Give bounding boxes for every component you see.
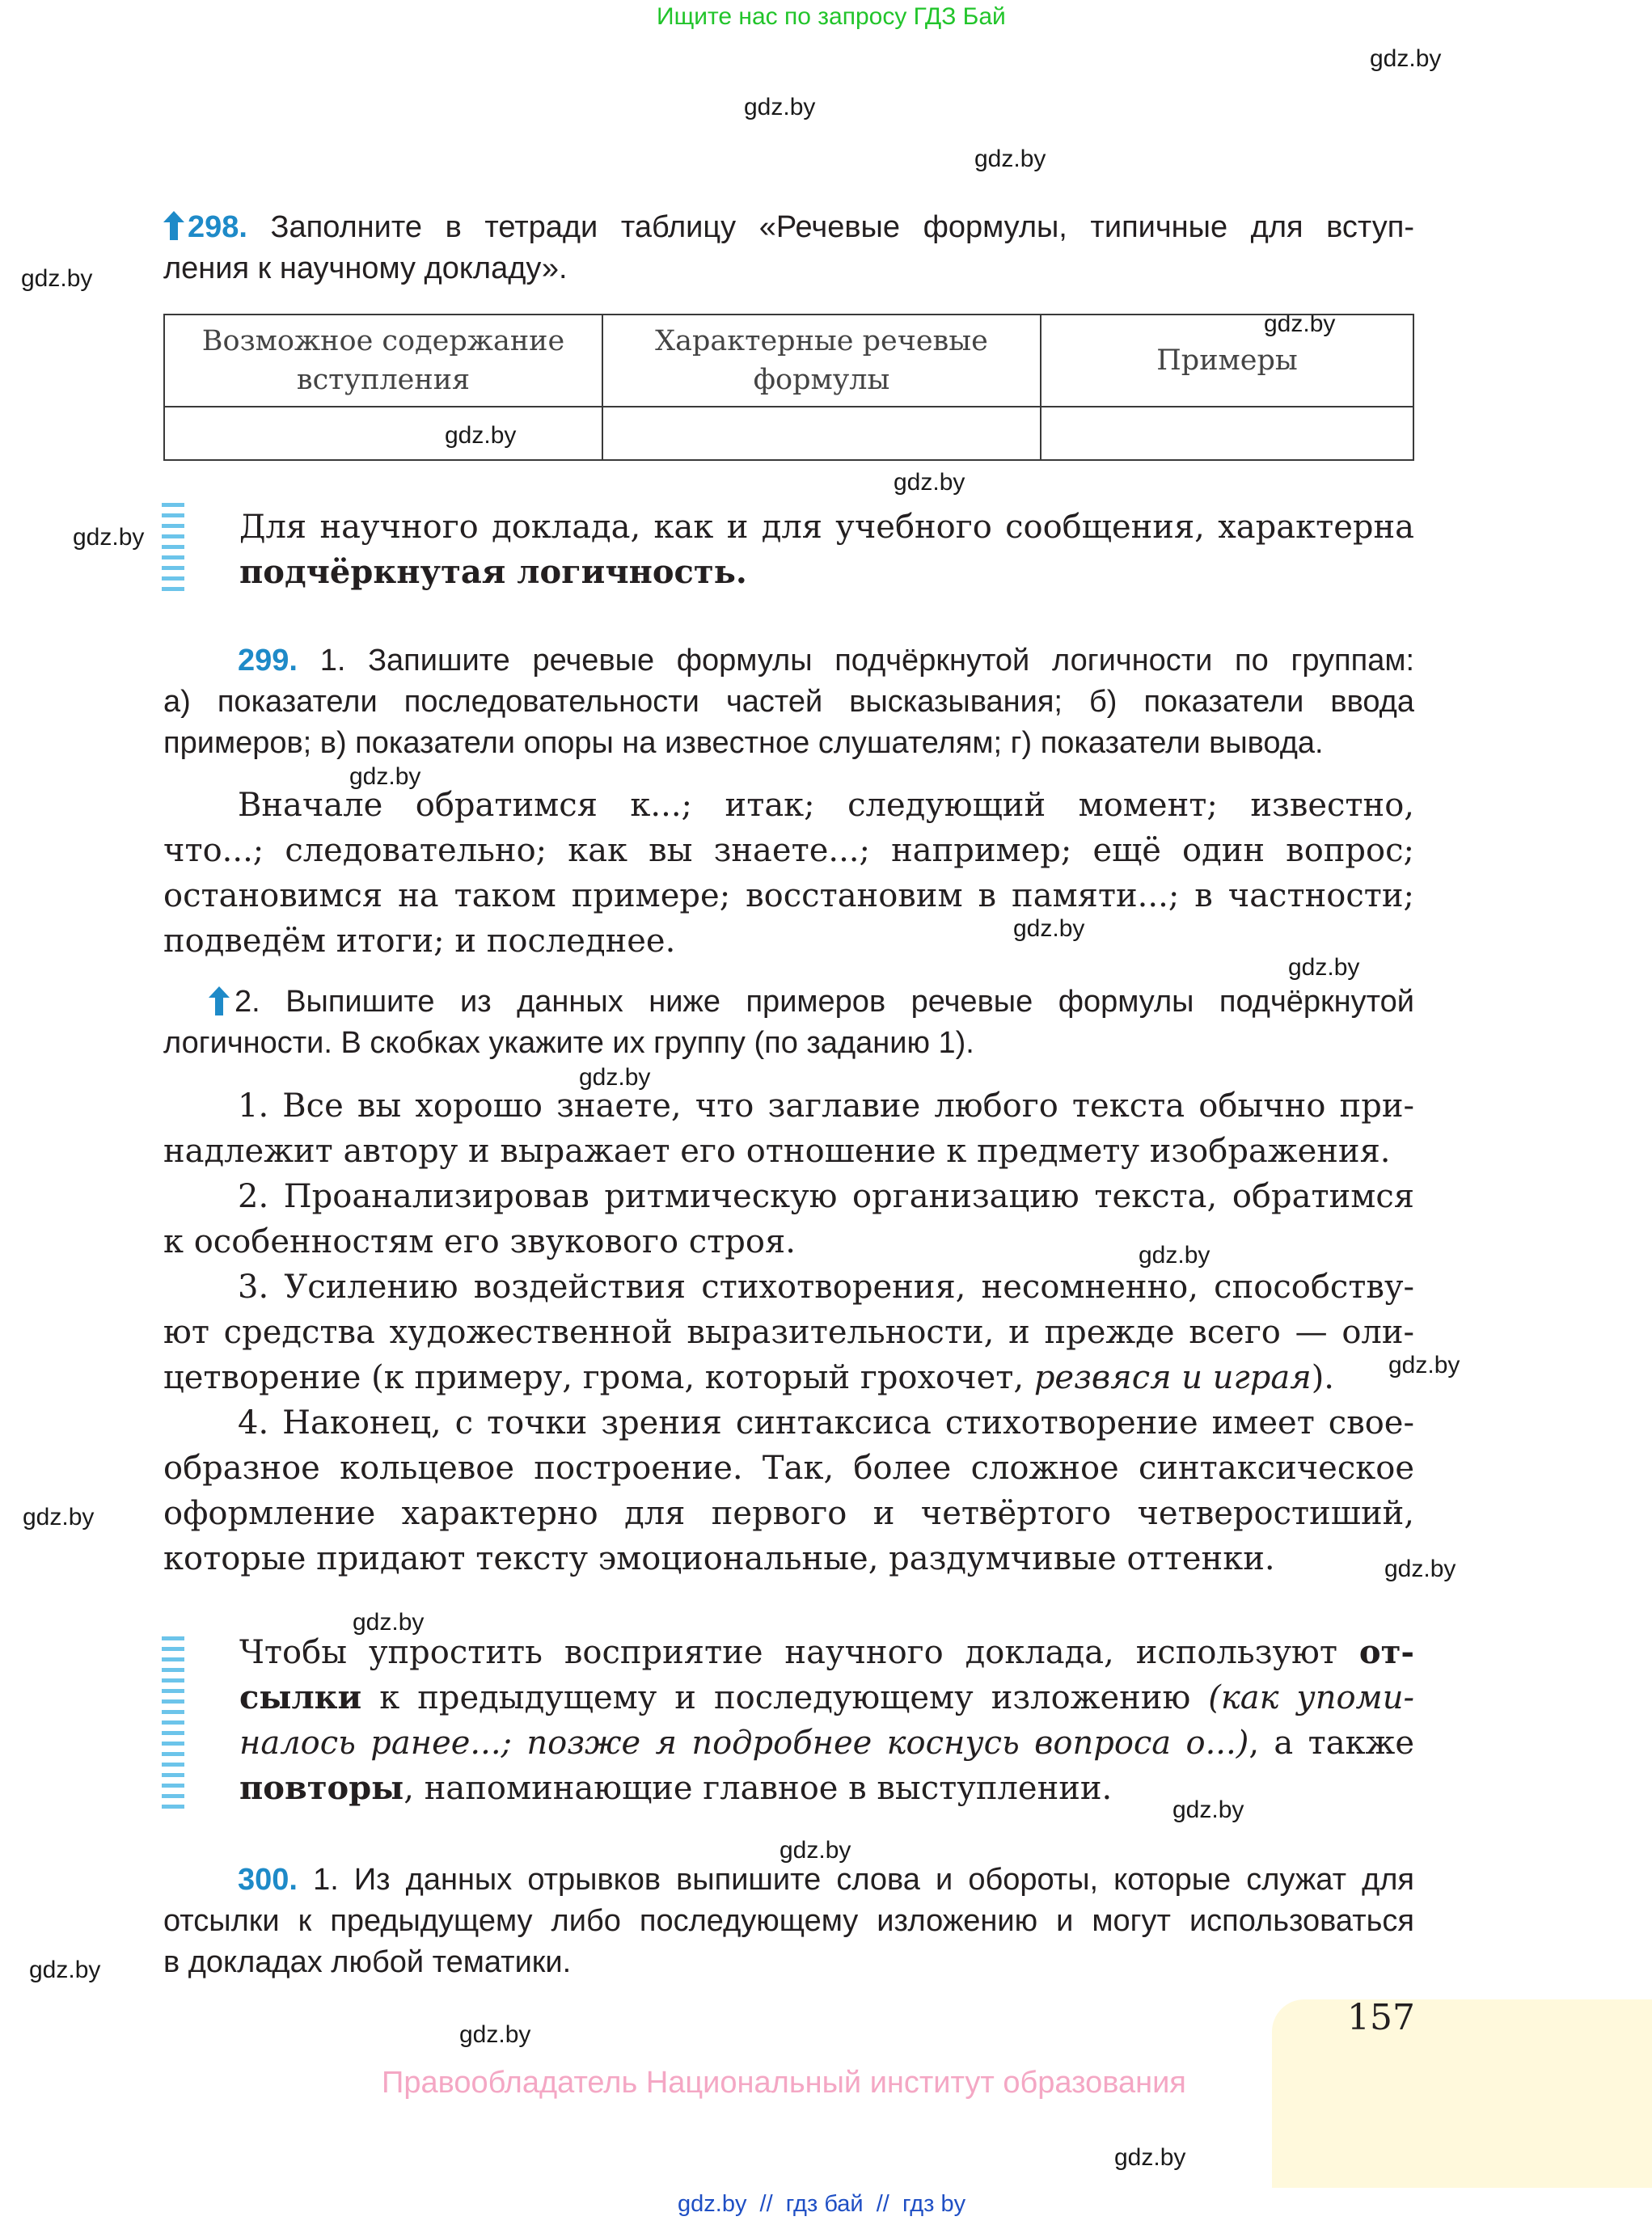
table-header-row xyxy=(164,315,1413,407)
exercise-300: 300. 1. Из данных отрывков выпишите слова и обороты, которые служат для отсылки к предыдущему либо последующему изложению и могут использоваться в докладах любой тематики. xyxy=(163,1863,1415,1979)
exercise-number: 299. xyxy=(238,644,298,678)
watermark: gdz.by xyxy=(1388,1352,1460,1378)
speech-formulas-table xyxy=(163,314,1414,461)
examples: 1. Все вы хорошо знаете, что заглавие любого текста обычно при- надлежит автору и выражает его отношение к предмету изображения. 2. Проанализировав ритмическую организацию текста, обратимся к особенностям его звукового строя. 3. Усилению воздействия стихотворения, несомненно, способству- ют средства художественной выразительности, и прежде всего — оли- цетворение (к примеру, грома, который грохочет, резвяся и играя). 4. Наконец, с точки зрения синтаксиса стихотворение имеет свое- образное кольцевое построение. Так, более сложное синтаксическое оформление характерно для первого и четвёртого четверостиший, которые придают тексту эмоциональные, раздумчивые оттенки. xyxy=(163,1083,1414,1581)
watermark: gdz.by xyxy=(1384,1556,1456,1582)
watermark: gdz.by xyxy=(459,2021,531,2048)
watermark: gdz.by xyxy=(29,1957,101,1983)
exercise-298-line1: 298. Заполните в тетради таблицу «Речевые формулы, типичные для вступ- xyxy=(163,207,1414,248)
page-number: 157 xyxy=(1347,1997,1415,2038)
exercise-299-task2: 2. Выпишите из данных ниже примеров речевые формулы подчёркнутой логичности. В скобках укажите их группу (по заданию 1). xyxy=(163,985,1414,1060)
table-header-cell: Примеры xyxy=(1041,315,1413,407)
table-header-cell: Характерные речевые формулы xyxy=(602,315,1041,407)
table-cell xyxy=(164,407,602,460)
example-1: 1. Все вы хорошо знаете, что заглавие любого текста обычно при- xyxy=(238,1087,1414,1125)
watermark: gdz.by xyxy=(73,524,145,551)
exercise-number: 298. xyxy=(188,210,247,244)
watermark: gdz.by xyxy=(1264,310,1336,337)
watermark: gdz.by xyxy=(1172,1796,1244,1823)
watermark: gdz.by xyxy=(1370,45,1442,72)
up-arrow-icon xyxy=(209,986,230,1015)
watermark: gdz.by xyxy=(1139,1242,1210,1269)
table-cell xyxy=(602,407,1041,460)
exercise-298-line2: ления к научному докладу». xyxy=(163,251,568,285)
watermark: gdz.by xyxy=(780,1837,851,1864)
exercise-number: 300. xyxy=(238,1863,298,1897)
watermark: gdz.by xyxy=(744,94,816,120)
watermark: gdz.by xyxy=(353,1609,425,1636)
exercise-299: 299. 1. Запишите речевые формулы подчёркнутой логичности по группам: а) показатели последовательности частей высказывания; б) показатели ввода примеров; в) показатели опоры на известное слушателям; г) показатели вывода. xyxy=(163,644,1415,760)
watermark: gdz.by xyxy=(23,1504,95,1530)
search-hint: Ищите нас по запросу ГДЗ Бай xyxy=(657,3,1006,30)
table-cell xyxy=(1041,407,1413,460)
copyright-notice: Правообладатель Национальный институт образования xyxy=(382,2066,1186,2100)
watermark: gdz.by xyxy=(1288,954,1360,981)
page-number-box xyxy=(1272,1999,1652,2188)
rule-2: Чтобы упростить восприятие научного доклада, используют от- сылки к предыдущему и последующему изложению (как упоми- налось ранее...; позже я подробнее коснусь вопроса о...), а также повторы, напоминающие главное в выступлении. xyxy=(239,1633,1415,1807)
up-arrow-icon xyxy=(163,211,184,240)
exercise-298 xyxy=(163,207,1414,289)
watermark: gdz.by xyxy=(974,146,1046,172)
footer-links: gdz.by // гдз бай // гдз by xyxy=(678,2191,966,2217)
watermark: gdz.by xyxy=(445,422,517,449)
table-row xyxy=(164,407,1413,460)
example-2: 2. Проанализировав ритмическую организацию текста, обратимся xyxy=(238,1178,1414,1215)
watermark: gdz.by xyxy=(579,1064,651,1091)
watermark: gdz.by xyxy=(349,763,421,790)
watermark: gdz.by xyxy=(1013,915,1085,942)
watermark: gdz.by xyxy=(21,265,93,292)
example-4: 4. Наконец, с точки зрения синтаксиса стихотворение имеет свое- xyxy=(238,1404,1414,1442)
table-header-cell: Возможное содержание вступления xyxy=(164,315,602,407)
watermark: gdz.by xyxy=(1114,2144,1186,2171)
formulas-list: Вначале обратимся к...; итак; следующий момент; известно, что...; следовательно; как вы знаете...; например; ещё один вопрос; остановимся на таком примере; восстановим в памяти...; в частности; подведём итоги; и последнее. xyxy=(163,787,1414,960)
example-3: 3. Усилению воздействия стихотворения, несомненно, способству- xyxy=(238,1269,1414,1306)
rule-1: Для научного доклада, как и для учебного сообщения, характерна подчёркнутая логичность. xyxy=(239,509,1414,591)
rule-marker xyxy=(162,1636,184,1809)
watermark: gdz.by xyxy=(894,469,965,496)
rule-marker xyxy=(162,503,184,593)
